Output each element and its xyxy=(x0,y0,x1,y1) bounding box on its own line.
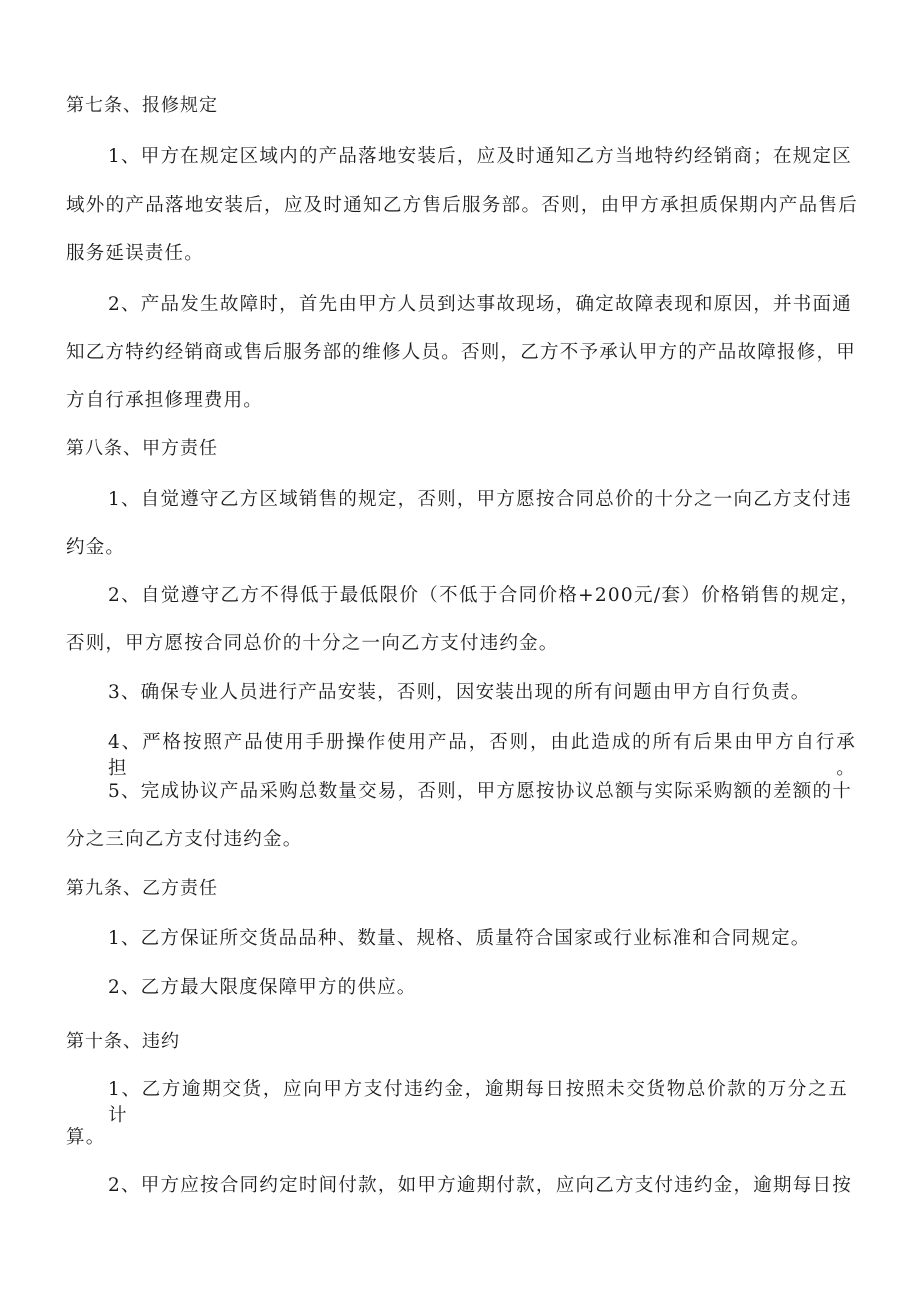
article-8-clause-3: 3、确保专业人员进行产品安装，否则，因安装出现的所有问题由甲方自行负责。 xyxy=(108,682,811,703)
article-8-clause-1-line-1: 1、自觉遵守乙方区域销售的规定，否则，甲方愿按合同总价的十分之一向乙方支付违 xyxy=(108,489,852,510)
article-10-clause-2-line-1: 2、甲方应按合同约定时间付款，如甲方逾期付款，应向乙方支付违约金，逾期每日按 xyxy=(108,1175,852,1196)
article-7-clause-2-line-2: 知乙方特约经销商或售后服务部的维修人员。否则，乙方不予承认甲方的产品故障报修，甲 xyxy=(66,342,856,363)
article-8-clause-5-line-2: 分之三向乙方支付违约金。 xyxy=(66,829,303,850)
article-9-heading: 第九条、乙方责任 xyxy=(66,878,218,899)
article-10-clause-1-line-2: 算。 xyxy=(66,1127,106,1148)
article-9-clause-1: 1、乙方保证所交货品品种、数量、规格、质量符合国家或行业标准和合同规定。 xyxy=(108,928,811,949)
article-10-heading: 第十条、违约 xyxy=(66,1031,180,1052)
article-7-clause-2-line-1: 2、产品发生故障时，首先由甲方人员到达事故现场，确定故障表现和原因，并书面通 xyxy=(108,294,852,315)
article-8-clause-5-line-1: 5、完成协议产品采购总数量交易，否则，甲方愿按协议总额与实际采购额的差额的十 xyxy=(108,781,852,802)
article-9-clause-2: 2、乙方最大限度保障甲方的供应。 xyxy=(108,977,417,998)
article-8-clause-2-line-1: 2、自觉遵守乙方不得低于最低限价（不低于合同价格+200元/套）价格销售的规定， xyxy=(108,585,860,606)
article-7-clause-1-line-2: 域外的产品落地安装后，应及时通知乙方售后服务部。否则，由甲方承担质保期内产品售后 xyxy=(66,195,858,216)
article-8-clause-4: 4、严格按照产品使用手册操作使用产品，否则，由此造成的所有后果由甲方自行承担。 xyxy=(108,732,856,779)
article-8-heading: 第八条、甲方责任 xyxy=(66,438,218,459)
article-8-clause-1-line-2: 约金。 xyxy=(66,537,126,558)
article-7-clause-1-line-1: 1、甲方在规定区域内的产品落地安装后，应及时通知乙方当地特约经销商；在规定区 xyxy=(108,146,852,167)
article-7-heading: 第七条、报修规定 xyxy=(66,95,218,116)
article-7-clause-1-line-3: 服务延误责任。 xyxy=(66,243,204,264)
article-10-clause-1-line-1: 1、乙方逾期交货，应向甲方支付违约金，逾期每日按照未交货物总价款的万分之五计 xyxy=(108,1079,848,1126)
article-8-clause-2-line-2: 否则，甲方愿按合同总价的十分之一向乙方支付违约金。 xyxy=(66,633,559,654)
article-7-clause-2-line-3: 方自行承担修理费用。 xyxy=(66,390,264,411)
